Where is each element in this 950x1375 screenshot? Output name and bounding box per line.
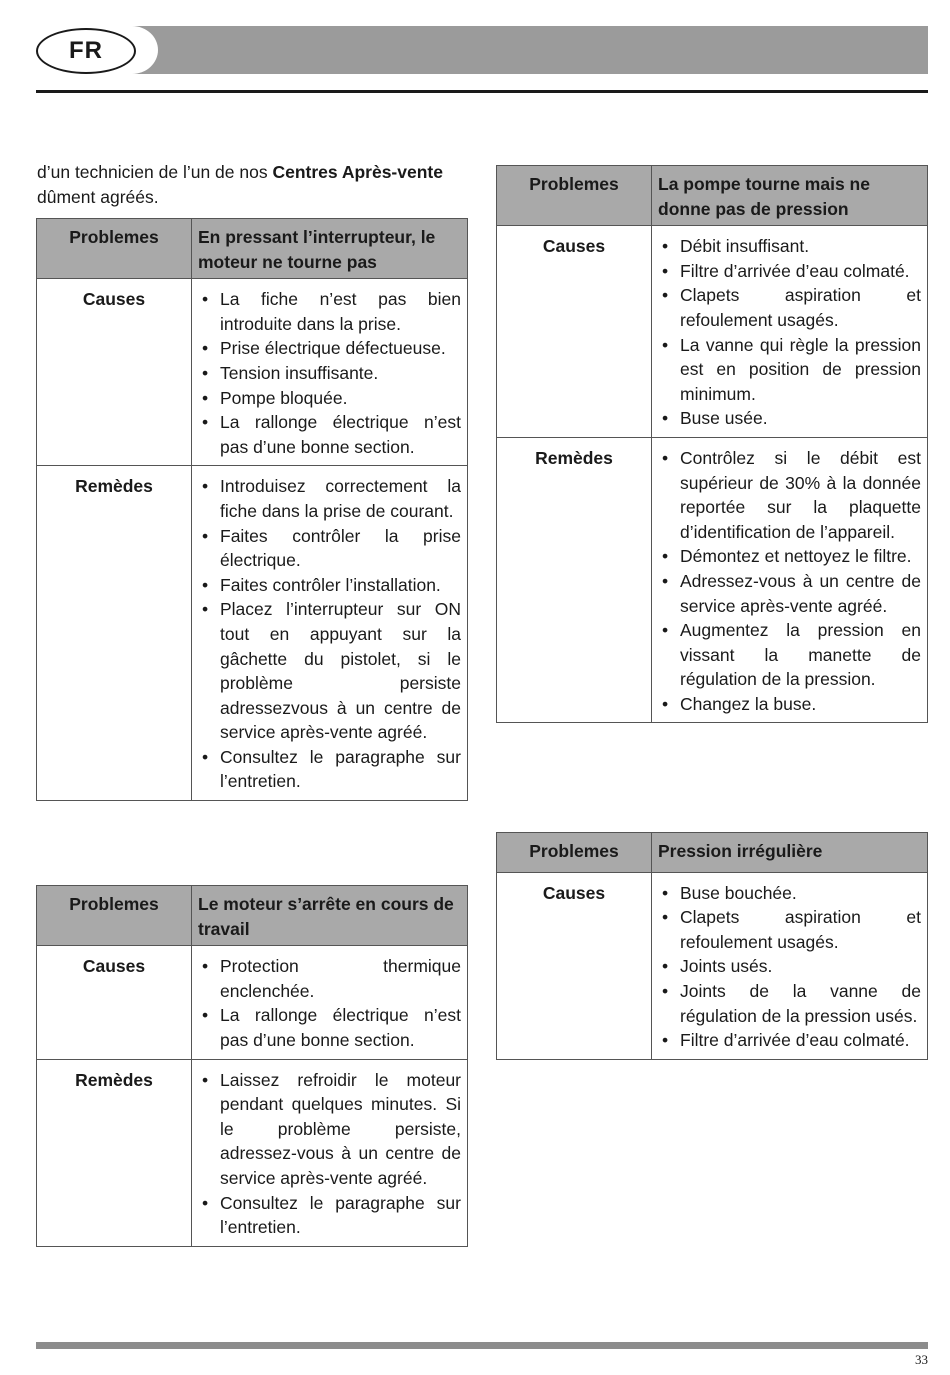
troubleshoot-table-1 — [36, 218, 468, 801]
list-item: • Démontez et nettoyez le filtre. — [660, 544, 921, 569]
footer-rule — [36, 1342, 928, 1349]
list-item: • Débit insuffisant. — [660, 234, 921, 259]
page-number: 33 — [915, 1352, 928, 1367]
list-item: • Pompe bloquée. — [200, 386, 461, 411]
causes-list — [652, 872, 928, 1059]
list-item: • Filtre d’arrivée d’eau colmaté. — [660, 1028, 921, 1053]
causes-list — [192, 946, 468, 1059]
list-item: • Introduisez correctement la fiche dans la prise de courant. — [200, 474, 461, 523]
causes-label: Causes — [37, 279, 192, 466]
list-item: • Buse bouchée. — [660, 881, 921, 906]
problem-title: En pressant l’interrupteur, le moteur ne tourne pas — [192, 219, 468, 279]
list-item: • Placez l’interrupteur sur ON tout en appuyant sur la gâchette du pistolet, si le problème persiste adressezvous à un centre de service après-vente agréé. — [200, 597, 461, 745]
list-item: • Faites contrôler l’installation. — [200, 573, 461, 598]
list-item: • Changez la buse. — [660, 692, 921, 717]
list-item: • Laissez refroidir le moteur pendant quelques minutes. Si le problème persiste, adressez-vous à un centre de service après-vente agréé. — [200, 1068, 461, 1191]
list-item: • Contrôlez si le débit est supérieur de 30% à la donnée reportée sur la plaquette d’identification de l’appareil. — [660, 446, 921, 544]
list-item: • Filtre d’arrivée d’eau colmaté. — [660, 259, 921, 284]
list-item: • Consultez le paragraphe sur l’entretien. — [200, 745, 461, 794]
list-item: • Clapets aspiration et refoulement usagés. — [660, 283, 921, 332]
list-item: • La vanne qui règle la pression est en position de pression minimum. — [660, 333, 921, 407]
problem-title: La pompe tourne mais ne donne pas de pression — [652, 166, 928, 226]
list-item: • Faites contrôler la prise électrique. — [200, 524, 461, 573]
causes-list — [652, 226, 928, 438]
list-item: • Tension insuffisante. — [200, 361, 461, 386]
problem-label: Problemes — [37, 219, 192, 279]
troubleshoot-table-2 — [36, 885, 468, 1247]
remedies-label: Remèdes — [37, 1059, 192, 1246]
troubleshoot-table-3 — [496, 165, 928, 723]
problem-label: Problemes — [37, 886, 192, 946]
problem-label: Problemes — [497, 166, 652, 226]
list-item: • Joints usés. — [660, 954, 921, 979]
remedies-list — [192, 1059, 468, 1246]
list-item: • Protection thermique enclenchée. — [200, 954, 461, 1003]
list-item: • Clapets aspiration et refoulement usagés. — [660, 905, 921, 954]
list-item: • Prise électrique défectueuse. — [200, 336, 461, 361]
list-item: • Buse usée. — [660, 406, 921, 431]
problem-title: Pression irrégulière — [652, 833, 928, 873]
list-item: • Adressez-vous à un centre de service après-vente agréé. — [660, 569, 921, 618]
list-item: • La rallonge électrique n’est pas d’une bonne section. — [200, 410, 461, 459]
causes-label: Causes — [497, 872, 652, 1059]
causes-label: Causes — [497, 226, 652, 438]
header-rule — [36, 90, 928, 93]
header-bar — [40, 26, 928, 74]
list-item: • La fiche n’est pas bien introduite dans la prise. — [200, 287, 461, 336]
list-item: • La rallonge électrique n’est pas d’une bonne section. — [200, 1003, 461, 1052]
remedies-list — [192, 466, 468, 801]
list-item: • Joints de la vanne de régulation de la pression usés. — [660, 979, 921, 1028]
causes-label: Causes — [37, 946, 192, 1059]
problem-label: Problemes — [497, 833, 652, 873]
list-item: • Augmentez la pression en vissant la manette de régulation de la pression. — [660, 618, 921, 692]
troubleshoot-table-4 — [496, 832, 928, 1060]
intro-text: d’un technicien de l’un de nos Centres Après-vente dûment agréés. — [37, 162, 443, 207]
language-badge: FR — [36, 28, 136, 74]
remedies-label: Remèdes — [497, 437, 652, 723]
remedies-label: Remèdes — [37, 466, 192, 801]
list-item: • Consultez le paragraphe sur l’entretien. — [200, 1191, 461, 1240]
remedies-list — [652, 437, 928, 723]
problem-title: Le moteur s’arrête en cours de travail — [192, 886, 468, 946]
causes-list — [192, 279, 468, 466]
